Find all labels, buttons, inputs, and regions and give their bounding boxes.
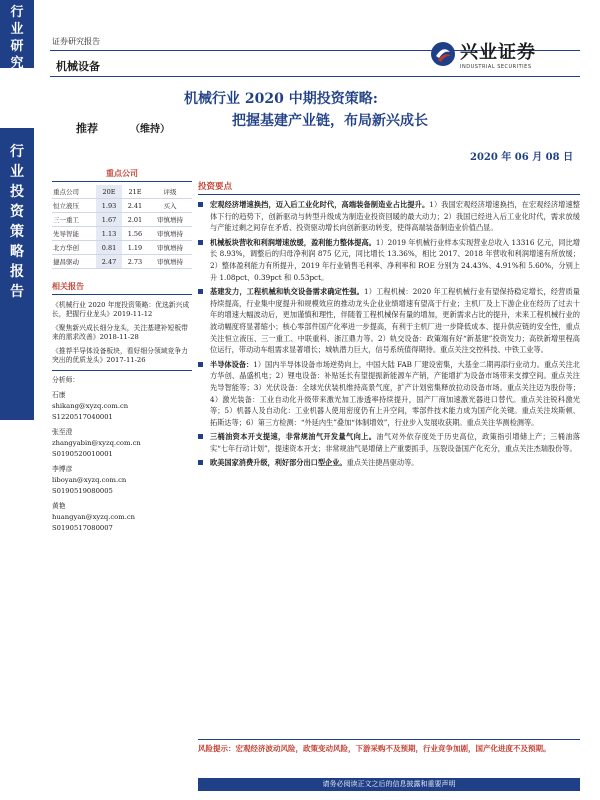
header-divider-2 — [50, 76, 580, 77]
table-cell: 1.56 — [122, 227, 148, 241]
table-cell: 1.13 — [96, 227, 122, 241]
key-companies-title: 重点公司 — [106, 168, 138, 178]
analyst-name: 张至澄 — [52, 428, 73, 436]
table-cell: 1.93 — [96, 199, 122, 213]
brand-logo — [430, 38, 536, 70]
table-cell: 北方华创 — [52, 241, 96, 255]
main-column — [198, 180, 580, 472]
sector-label: 机械设备 — [56, 60, 100, 73]
table-cell: 捷昌驱动 — [52, 255, 96, 269]
section-divider — [52, 181, 192, 182]
side-char: 业 — [10, 164, 24, 180]
side-char: 报 — [10, 264, 24, 280]
logo-text-cn: 兴业证券 — [460, 42, 536, 63]
key-point-lead: 基建发力，工程机械和轨交设备需求确定性强。 — [210, 287, 365, 297]
side-char: 策 — [10, 224, 24, 240]
table-cell: 21E — [122, 185, 148, 199]
analyst-email: huangyan@xyzq.com.cn — [52, 513, 136, 521]
key-companies-table — [52, 185, 192, 269]
analysts-block — [52, 375, 192, 534]
side-char: 业 — [10, 22, 24, 37]
key-point-item — [198, 286, 580, 356]
rating-label: 推荐 — [76, 122, 98, 135]
analyst-license: S0190520010001 — [52, 450, 113, 458]
key-point-lead: 机械板块营收和利润增速放缓，盈利能力整体提高。 — [210, 237, 376, 247]
table-cell: 2.47 — [96, 255, 122, 269]
table-cell: 先导智能 — [52, 227, 96, 241]
table-cell: 审慎增持 — [148, 227, 192, 241]
key-point-item — [198, 359, 580, 429]
analyst-email: zhangyabin@xyzq.com.cn — [52, 439, 141, 447]
report-title: 机械行业 2020 中期投资策略: — [184, 91, 378, 107]
table-cell: 审慎增持 — [148, 213, 192, 227]
key-point-lead: 欧美国家消费升级，利好部分出口型企业。 — [210, 458, 347, 468]
table-cell: 20E — [96, 185, 122, 199]
key-point-lead: 半导体设备： — [210, 359, 254, 369]
table-cell: 买入 — [148, 199, 192, 213]
table-cell: 恒立液压 — [52, 199, 96, 213]
key-point-item — [198, 431, 580, 454]
analyst-name: 石康 — [52, 391, 66, 399]
section-divider — [52, 370, 192, 371]
related-reports-list — [52, 301, 192, 365]
logo-mark-icon — [430, 41, 456, 67]
related-report-item: 《聚焦新兴成长细分龙头，关注基建补短板带来的需求改善》2018-11-28 — [52, 324, 188, 341]
table-row — [52, 213, 192, 227]
key-point-text: 油气对外依存度处于历史高位，政策指引增储上产；三桶油落实“七年行动计划”，提速资本开支；非常规油气是增储上产重要抓手，压裂设备国产化充分，重点关注杰瑞股份等。 — [210, 432, 580, 453]
analysts-label: 分析师： — [52, 376, 80, 384]
related-report-item: 《推荐半导体设备板块，看好细分领域竞争力突出的优质龙头》2017-11-26 — [52, 347, 188, 364]
table-cell: 1.19 — [122, 241, 148, 255]
key-point-item — [198, 457, 580, 469]
side-label-top — [0, 0, 34, 71]
table-cell: 2.41 — [122, 199, 148, 213]
analyst-name: 李博彦 — [52, 465, 73, 473]
table-cell: 审慎增持 — [148, 255, 192, 269]
report-subtitle: 把握基建产业链，布局新兴成长 — [232, 113, 428, 129]
side-char: 略 — [10, 244, 24, 260]
key-point-item — [198, 237, 580, 283]
report-date: 2020 年 06 月 08 日 — [470, 152, 574, 163]
table-cell: 1.67 — [96, 213, 122, 227]
key-point-text: 重点关注捷昌驱动等。 — [346, 458, 419, 468]
analyst-license: S0190517080007 — [52, 524, 113, 532]
sidebar-column — [52, 168, 192, 534]
footer-disclaimer: 请务必阅读正文之后的信息披露和重要声明 — [198, 778, 580, 791]
table-cell: 审慎增持 — [148, 241, 192, 255]
table-header-row — [52, 185, 192, 199]
analyst-email: liboyan@xyzq.com.cn — [52, 476, 127, 484]
logo-text-en: INDUSTRIAL SECURITIES — [460, 64, 532, 70]
side-char: 究 — [10, 56, 24, 71]
report-type: 证券研究报告 — [52, 37, 100, 46]
key-point-item — [198, 199, 580, 234]
table-cell: 2.73 — [122, 255, 148, 269]
side-label-report-type — [0, 128, 34, 420]
key-point-lead: 宏观经济增速换挡，迈入后工业化时代，高端装备制造业占比提升。 — [210, 200, 430, 209]
table-row — [52, 241, 192, 255]
key-point-lead: 三桶油资本开支提速，非常规油气开发量气向上。 — [210, 432, 377, 442]
analyst-license: S1220517040001 — [52, 413, 113, 421]
side-char: 资 — [10, 204, 24, 220]
related-report-item: 《机械行业 2020 年度投资策略：优选新兴成长，把握行业龙头》2019-11-12 — [52, 301, 190, 318]
side-char: 告 — [10, 284, 24, 300]
analyst-email: shikang@xyzq.com.cn — [52, 402, 129, 410]
table-cell: 三一重工 — [52, 213, 96, 227]
key-point-text: 1）2019 年机械行业样本实现营业总收入 13316 亿元，同比增长 8.93%，调整后的归母净利润 875 亿元，同比增长 13.36%，相比 2017、2018 年营收和利润增速有所放缓；2）整体盈利能力有所提升，2019 年行业销售毛利率、净利率和 ROE 分别为 24.43%、4.91%和 5.60%，分别上升 1.08pct、0.39pct 和 0.53pct。 — [210, 237, 580, 282]
table-row — [52, 255, 192, 269]
table-cell: 2.01 — [122, 213, 148, 227]
analyst-name: 黄艳 — [52, 502, 66, 510]
rating-change: （维持） — [130, 124, 170, 135]
key-points-title: 投资要点 — [198, 180, 580, 195]
side-char: 研 — [10, 39, 24, 54]
table-row — [52, 199, 192, 213]
key-point-text: 1）我国宏观经济增速换挡，在宏观经济增速整体下行的趋势下，创新驱动与转型升级成为制造业投资回暖的最大动力；2）我国已经进入后工业化时代，需求放缓与产能过剩之间存在矛盾、投资驱动增长向创新驱动转变，使得高端装备制造业价值凸显。 — [210, 200, 580, 233]
table-cell: 0.81 — [96, 241, 122, 255]
table-cell: 重点公司 — [52, 185, 96, 199]
section-divider — [52, 294, 192, 295]
related-reports-title: 相关报告 — [52, 281, 84, 291]
key-point-text: 1）国内半导体设备市场逆势向上，中国大陆 FAB 厂建设密集，大基金二期再添行业动力。重点关注北方华创、晶盛机电；2）锂电设备：补贴延长有望提振新能源车产销，产能增扩为设备市场带来支撑空间。重点关注先导智能等；3）光伏设备：全球光伏装机维持高景气度，扩产计划密集释放拉动设备市场。重点关注迈为股份等；4）激光装备：工业自动化升级带来激光加工渗透率持续提升，国产厂商加速激光器进口替代。重点关注锐科激光等；5）机器人及自动化：工业机器人使用密度仍有上升空间，零部件技术能力成为国产化关键。重点关注埃斯顿、拓斯达等；6）第三方检测：“外延内生”叠加“体制增效”，行业步入发展收获期。重点关注华测检测等。 — [210, 359, 580, 427]
side-char: 行 — [10, 144, 24, 160]
side-char: 行 — [10, 5, 24, 20]
table-row — [52, 227, 192, 241]
side-char: 投 — [10, 184, 24, 200]
risk-warning: 风险提示：宏观经济波动风险，政策变动风险，下游采购不及预期，行业竞争加剧，国产化进度不及预期。 — [198, 739, 580, 755]
key-point-text: 1）工程机械：2020 年工程机械行业有望保持稳定增长，经营质量持续提高，行业集中度提升和规模效应的推动龙头企业业绩增速有望高于行业；主机厂及上下游企业在经历了过去十年的增速大幅波动后，更加谨慎和理性，伴随着工程机械保有量的增加，更新需求占比的提升，未来工程机械行业的波动幅度将显著缩小；核心零部件国产化率进一步提高，有利于主机厂进一步降低成本、提升供应链的安全性，重点关注恒立液压、三一重工、中联重科、浙江鼎力等。2）轨交设备：政策端有好“新基建”投资发力；高铁新增里程高位运行，带动动车组需求显著增长；城轨潜力巨大，信号系统值得期待。重点关注交控科技、中铁工业等。 — [210, 287, 580, 355]
analyst-license: S0190519080005 — [52, 487, 113, 495]
key-points-list — [198, 199, 580, 469]
table-cell: 评级 — [148, 185, 192, 199]
